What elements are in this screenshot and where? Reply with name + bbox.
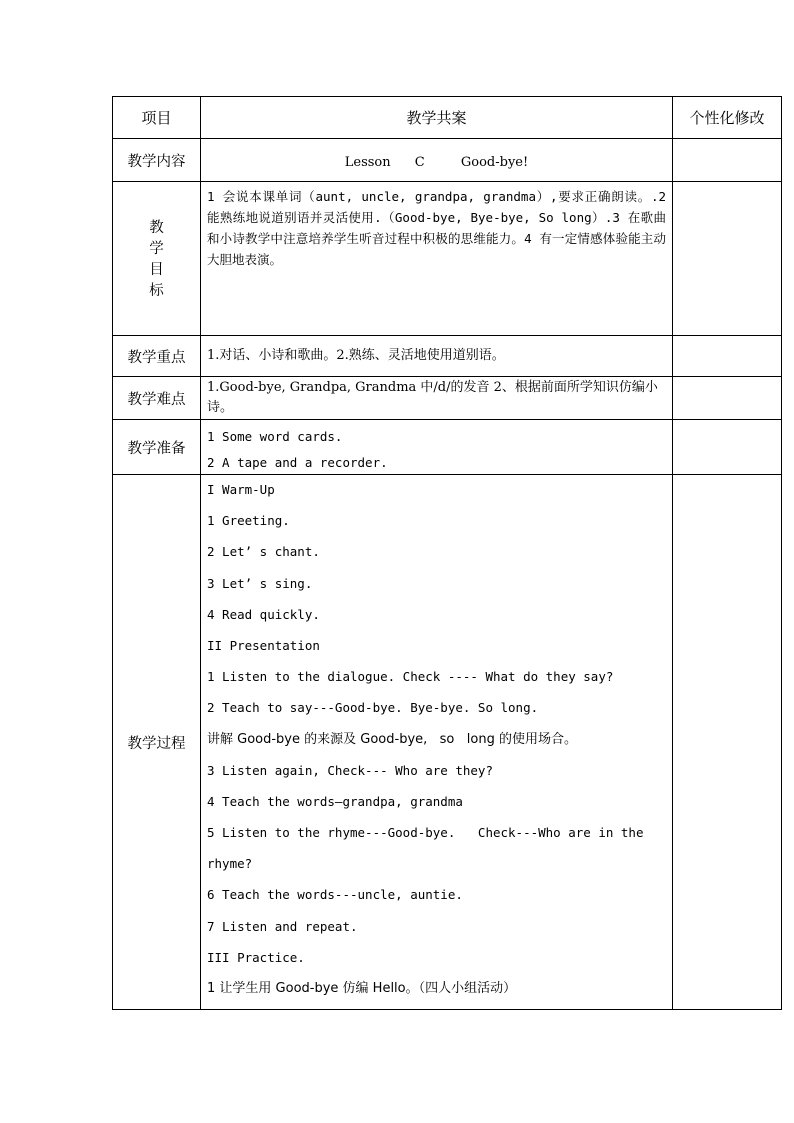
- content-edit-cell[interactable]: [673, 139, 782, 182]
- key-points-text: 1.对话、小诗和歌曲。2.熟练、灵活地使用道别语。: [201, 336, 673, 377]
- preparation-edit-cell[interactable]: [673, 420, 782, 475]
- lesson-word: Lesson: [344, 155, 391, 170]
- process-line: rhyme?: [207, 856, 253, 872]
- process-text: [201, 475, 673, 1010]
- process-line: 7 Listen and repeat.: [207, 918, 358, 934]
- difficulties-edit-cell[interactable]: [673, 377, 782, 420]
- process-line: 2 Let’ s chant.: [207, 544, 320, 560]
- process-line: 3 Listen again, Check--- Who are they?: [207, 762, 493, 778]
- process-line: 1 Listen to the dialogue. Check ---- What do they say?: [207, 669, 614, 685]
- preparation-label: 教学准备: [113, 420, 201, 475]
- difficulties-row: [113, 377, 782, 420]
- process-line: 6 Teach the words---uncle, auntie.: [207, 887, 463, 903]
- objectives-row: [113, 182, 782, 336]
- objectives-label-char: 学: [149, 241, 164, 257]
- process-line: II Presentation: [207, 637, 320, 653]
- process-label: 教学过程: [113, 475, 201, 1010]
- process-edit-cell[interactable]: [673, 475, 782, 1010]
- process-line: 3 Let’ s sing.: [207, 575, 313, 591]
- content-label: 教学内容: [113, 139, 201, 182]
- key-points-label: 教学重点: [113, 336, 201, 377]
- objectives-edit-cell[interactable]: [673, 182, 782, 336]
- process-line: I Warm-Up: [207, 482, 275, 497]
- process-line: 1 Greeting.: [207, 513, 290, 529]
- objectives-label-char: 目: [149, 262, 164, 278]
- header-item: 项目: [113, 97, 201, 139]
- objectives-label-char: 教: [149, 220, 164, 236]
- header-shared-plan: 教学共案: [201, 97, 673, 139]
- lesson-plan-table: [112, 96, 782, 1010]
- process-line: 4 Read quickly.: [207, 606, 320, 622]
- difficulties-label: 教学难点: [113, 377, 201, 420]
- objectives-text: 1 会说本课单词（aunt, uncle, grandpa, grandma）,要求正确朗读。.2 能熟练地说道别语并灵活使用.（Good-bye, Bye-bye, So long）.3 在歌曲和小诗教学中注意培养学生听音过程中积极的思维能力。4 有一定情感体验能主动大胆地表演。: [201, 182, 673, 336]
- objectives-label: [113, 182, 201, 336]
- process-line: III Practice.: [207, 949, 305, 965]
- process-line: 1 让学生用 Good-bye 仿编 Hello。（四人小组活动）: [207, 981, 517, 996]
- key-points-row: [113, 336, 782, 377]
- preparation-row: [113, 420, 782, 475]
- header-personal-edit: 个性化修改: [673, 97, 782, 139]
- lesson-title: Good-bye!: [460, 155, 529, 170]
- process-line: 讲解 Good-bye 的来源及 Good-bye, so long 的使用场合。: [207, 731, 577, 747]
- process-line: 5 Listen to the rhyme---Good-bye. Check---Who are in the: [207, 825, 644, 841]
- preparation-line: 2 A tape and a recorder.: [207, 455, 388, 470]
- preparation-text: [201, 420, 673, 475]
- lesson-letter: C: [414, 155, 425, 170]
- objectives-label-char: 标: [149, 283, 164, 299]
- content-row: [113, 139, 782, 182]
- process-row: [113, 475, 782, 1010]
- header-row: [113, 97, 782, 139]
- key-points-edit-cell[interactable]: [673, 336, 782, 377]
- lesson-title-cell: [201, 139, 673, 182]
- difficulties-text: 1.Good-bye, Grandpa, Grandma 中/d/的发音 2、根据前面所学知识仿编小诗。: [201, 377, 673, 420]
- process-line: 2 Teach to say---Good-bye. Bye-bye. So long.: [207, 700, 539, 716]
- preparation-line: 1 Some word cards.: [207, 429, 343, 444]
- process-line: 4 Teach the words—grandpa, grandma: [207, 793, 463, 809]
